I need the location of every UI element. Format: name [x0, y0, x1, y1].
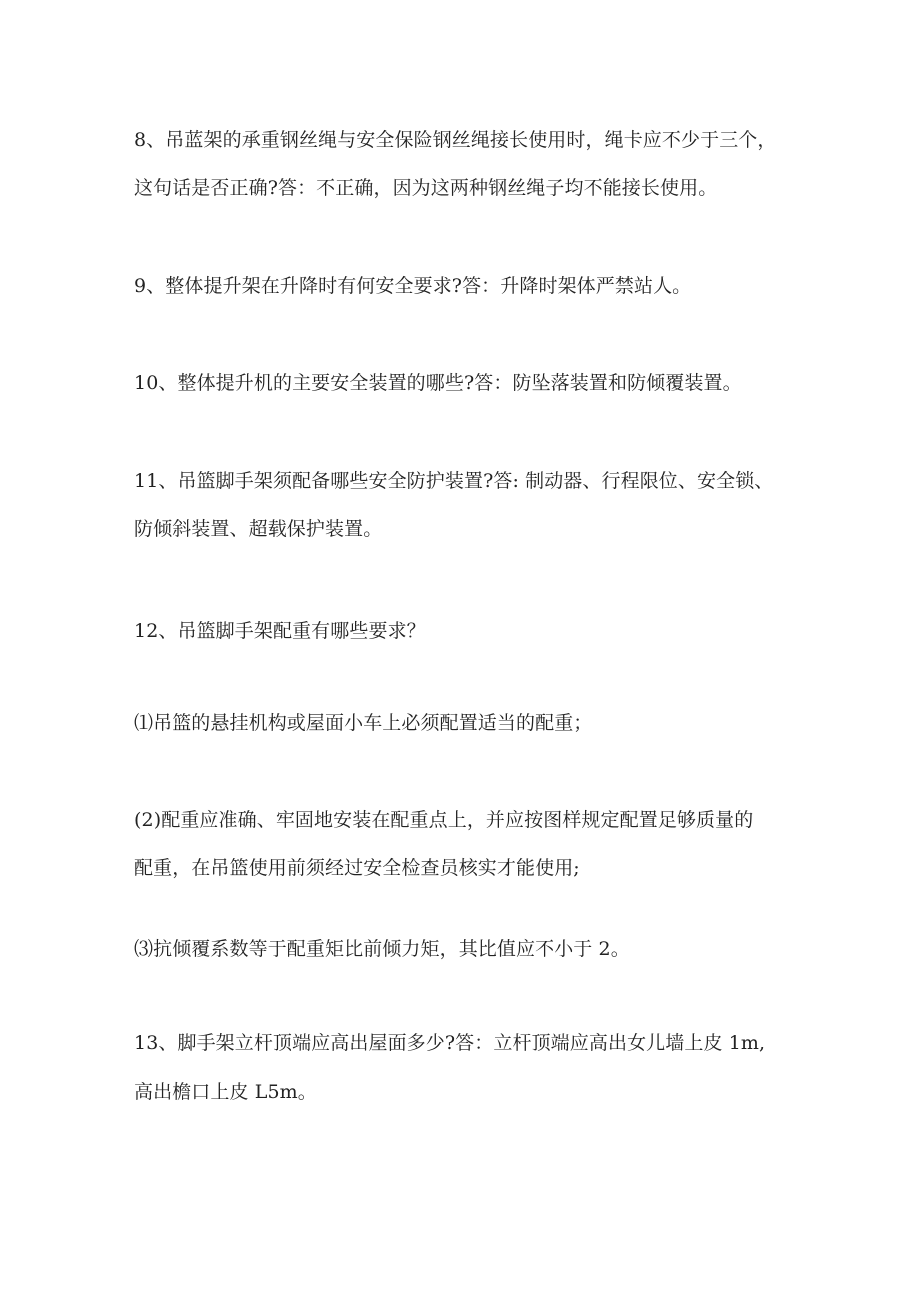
- question-13-line-1: 13、脚手架立杆顶端应高出屋面多少?答：立杆顶端应高出女儿墙上皮 1m,: [134, 1032, 766, 1054]
- question-13-line-2: 高出檐口上皮 L5m。: [134, 1081, 317, 1103]
- question-12: 12、吊篮脚手架配重有哪些要求？: [134, 620, 426, 642]
- question-8-line-1: 8、吊蓝架的承重钢丝绳与安全保险钢丝绳接长使用时，绳卡应不少于三个，: [134, 129, 777, 151]
- question-10: 10、整体提升机的主要安全装置的哪些?答：防坠落装置和防倾覆装置。: [134, 372, 742, 394]
- question-11-line-1: 11、吊篮脚手架须配备哪些安全防护装置?答: 制动器、行程限位、安全锁、: [134, 470, 774, 492]
- question-9: 9、整体提升架在升降时有何安全要求?答：升降时架体严禁站人。: [134, 275, 692, 297]
- question-8-line-2: 这句话是否正确?答：不正确，因为这两种钢丝绳子均不能接长使用。: [134, 177, 718, 199]
- answer-12-item-2-line-1: (2)配重应准确、牢固地安装在配重点上，并应按图样规定配置足够质量的: [134, 809, 754, 831]
- answer-12-item-1: ⑴吊篮的悬挂机构或屋面小车上必须配置适当的配重；: [134, 712, 593, 734]
- answer-12-item-3: ⑶抗倾覆系数等于配重矩比前倾力矩，其比值应不小于 2。: [134, 938, 630, 960]
- question-11-line-2: 防倾斜装置、超载保护装置。: [134, 518, 383, 540]
- answer-12-item-2-line-2: 配重，在吊篮使用前须经过安全检查员核实才能使用;: [134, 857, 580, 879]
